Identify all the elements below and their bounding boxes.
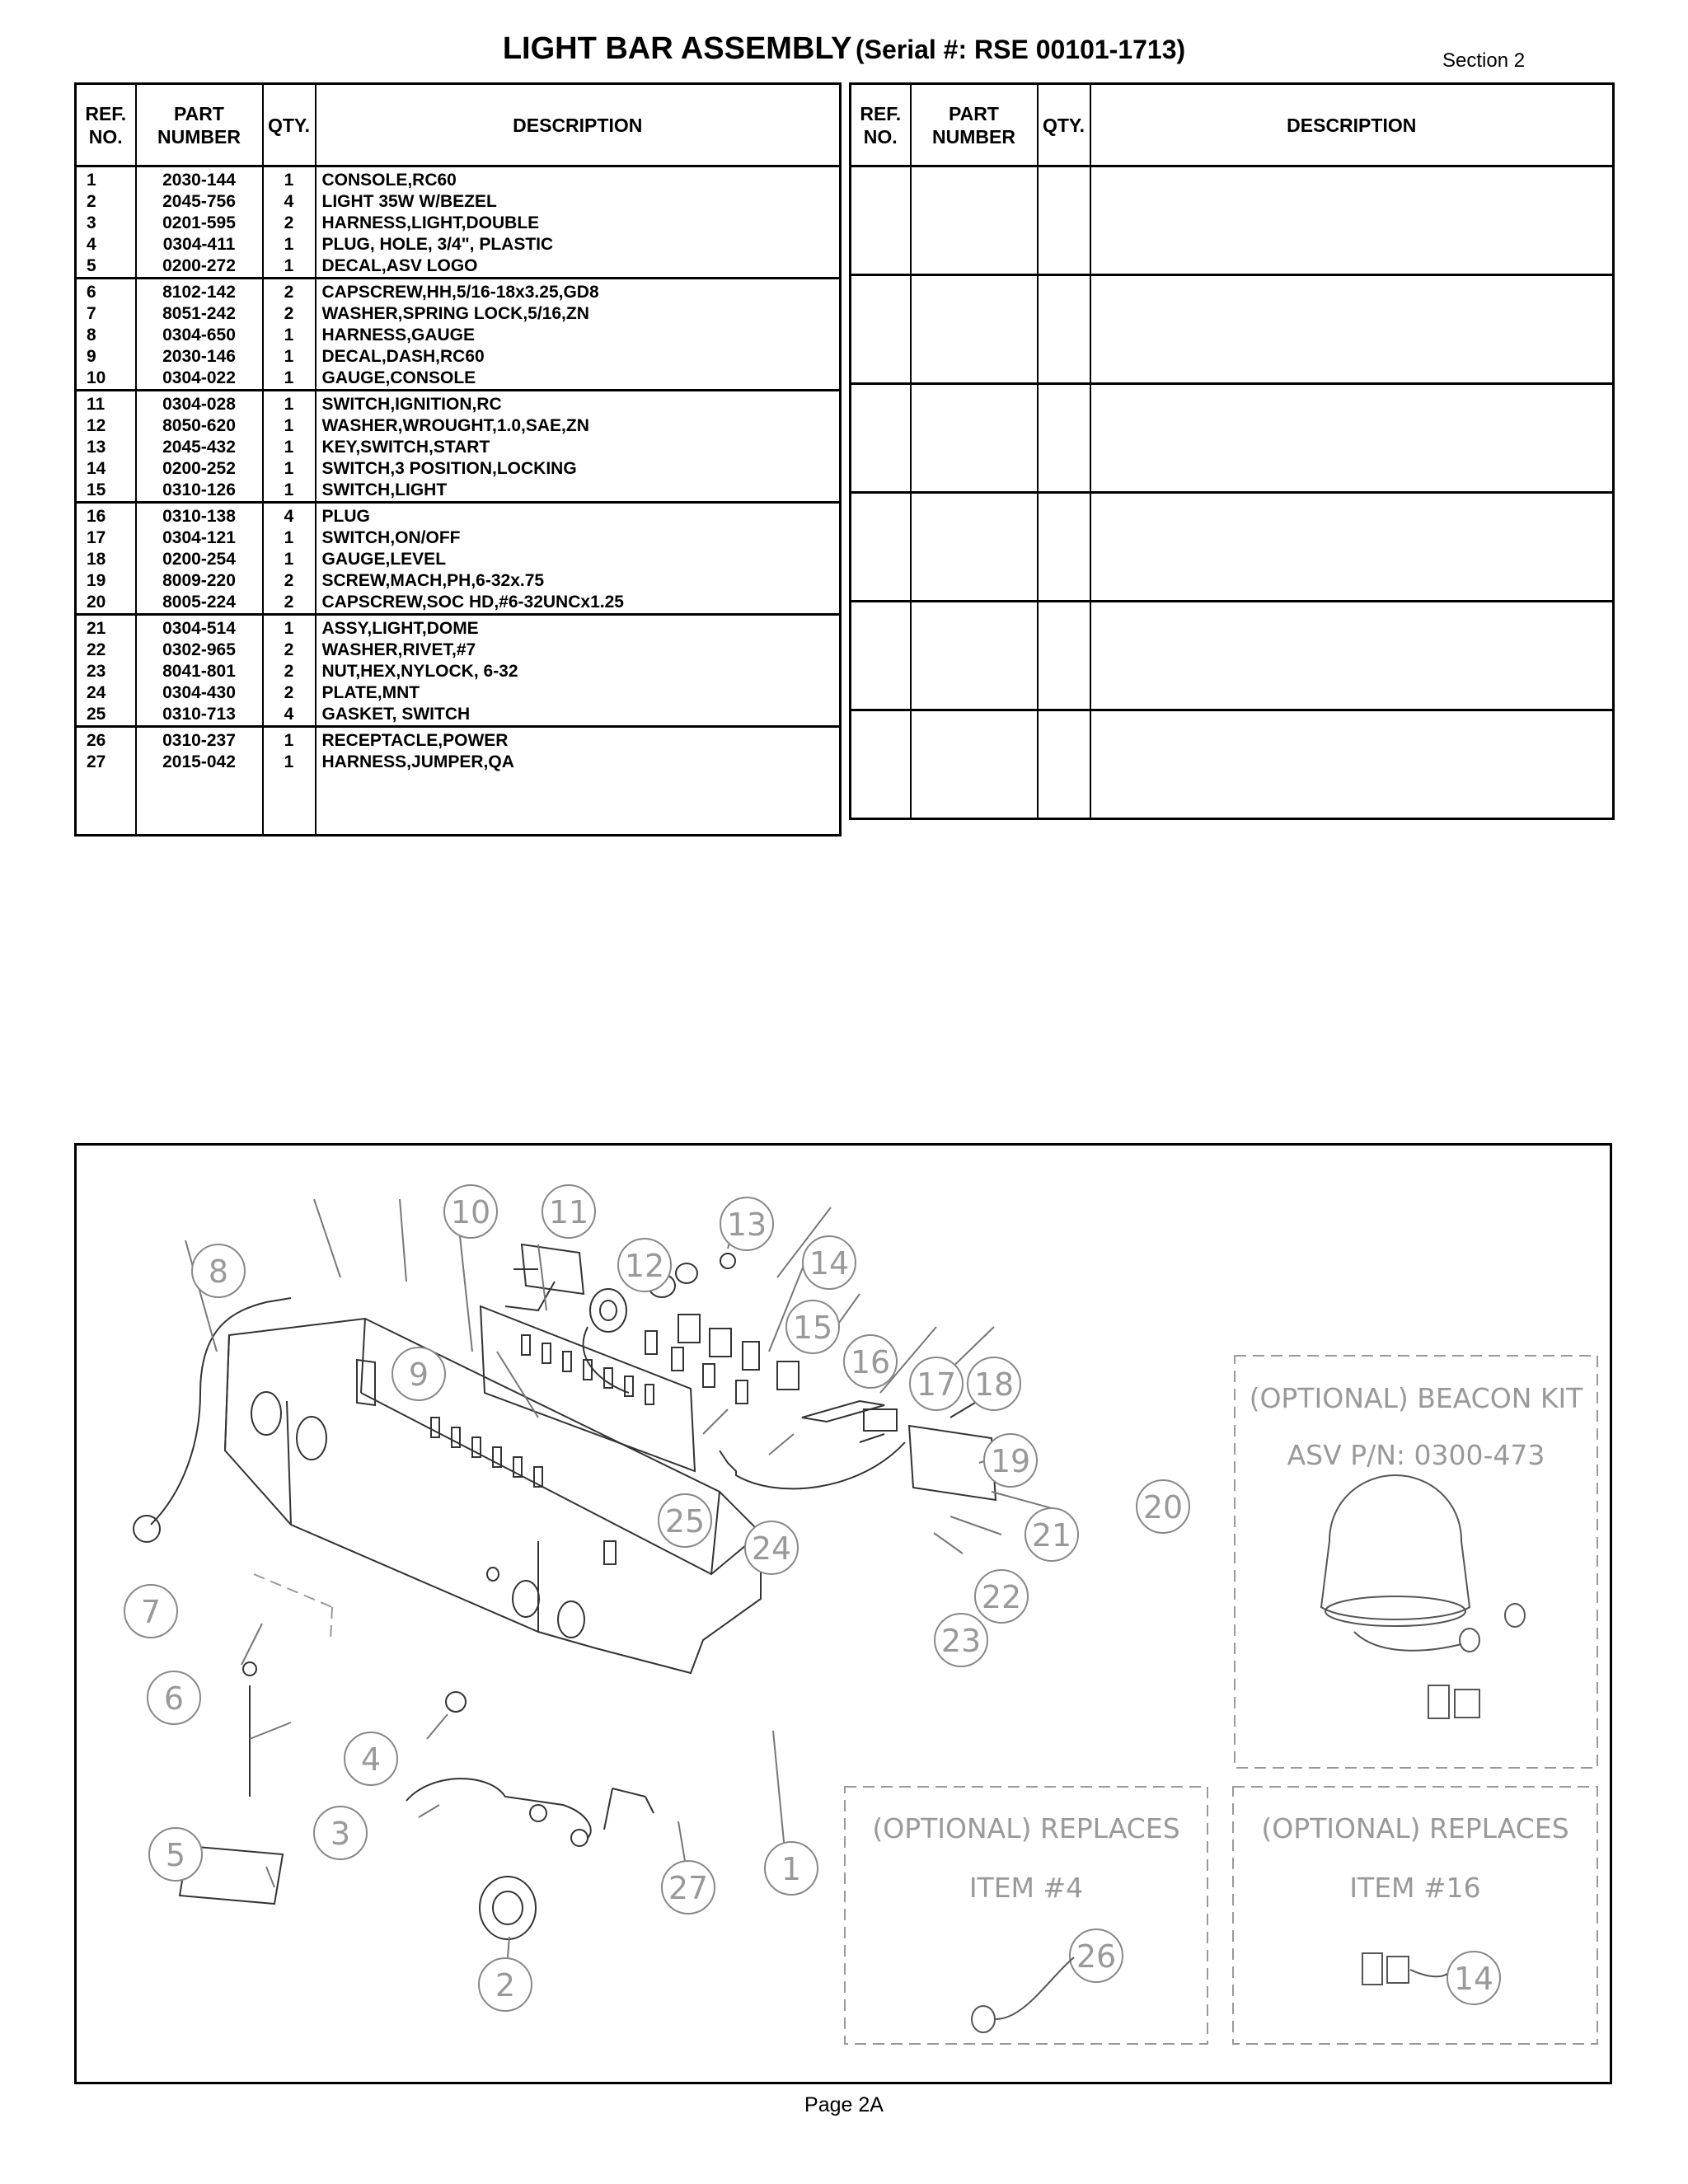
description-cell: [1090, 384, 1614, 493]
ref-cell: [76, 727, 136, 836]
callout-18: 18: [973, 1366, 1015, 1403]
section-label: Section 2: [1442, 49, 1526, 72]
callout-1: 1: [781, 1851, 802, 1887]
part-number-cell: [136, 279, 263, 391]
list-item: 10: [87, 368, 106, 387]
list-item: 27: [87, 752, 106, 771]
table-row-group: [851, 275, 1614, 384]
list-item: GAUGE,CONSOLE: [321, 368, 476, 387]
title-serial: (Serial #: RSE 00101-1713): [855, 35, 1186, 64]
list-item: 20: [87, 593, 106, 612]
header-desc: DESCRIPTION: [316, 84, 841, 166]
list-item: 1: [284, 347, 294, 366]
parts-table-right: [849, 82, 1615, 820]
callout-14: 14: [809, 1245, 850, 1282]
list-item: 2: [284, 571, 294, 590]
list-item: 0200-252: [162, 459, 236, 478]
list-item: 0201-595: [162, 213, 236, 232]
list-item: 2015-042: [162, 752, 236, 771]
list-item: PLUG: [321, 507, 370, 526]
beacon-kit-box: [1235, 1356, 1597, 1768]
part-number-cell: [911, 602, 1038, 710]
header-qty: QTY.: [1038, 84, 1090, 166]
callout-11: 11: [548, 1194, 589, 1230]
callout-24: 24: [751, 1530, 792, 1567]
list-item: 0310-126: [162, 480, 236, 499]
callout-19: 19: [990, 1443, 1031, 1479]
list-item: 1: [284, 235, 294, 254]
list-item: 1: [284, 480, 294, 499]
description-cell: [316, 727, 841, 836]
callout-21: 21: [1031, 1517, 1072, 1554]
ref-cell: [76, 166, 136, 279]
list-item: KEY,SWITCH,START: [321, 438, 490, 457]
description-cell: [316, 615, 841, 727]
description-cell: [1090, 710, 1614, 819]
qty-cell: [1038, 602, 1090, 710]
callout-22: 22: [981, 1579, 1022, 1615]
callout-16: 16: [850, 1344, 891, 1380]
list-item: 2: [284, 662, 294, 681]
list-item: HARNESS,LIGHT,DOUBLE: [321, 213, 540, 232]
ref-cell: [851, 275, 911, 384]
part-number-cell: [136, 727, 263, 836]
description-cell: [316, 166, 841, 279]
list-item: SWITCH,LIGHT: [321, 480, 448, 499]
list-item: DECAL,DASH,RC60: [321, 347, 485, 366]
callout-9: 9: [408, 1357, 429, 1393]
page-title: [0, 31, 1688, 67]
part-number-cell: [911, 493, 1038, 602]
list-item: 25: [87, 705, 106, 724]
part-number-cell: [911, 384, 1038, 493]
list-item: 8041-801: [162, 662, 236, 681]
callout-7: 7: [140, 1594, 162, 1630]
table-row-group: [851, 493, 1614, 602]
list-item: ASSY,LIGHT,DOME: [321, 619, 479, 638]
list-item: 8050-620: [162, 416, 236, 435]
table-row-group: [76, 503, 841, 615]
list-item: 8051-242: [162, 304, 236, 323]
part-number-cell: [911, 275, 1038, 384]
list-item: GASKET, SWITCH: [321, 705, 471, 724]
callout-14b: 14: [1453, 1961, 1494, 1997]
table-row-group: [851, 166, 1614, 275]
list-item: 2: [87, 192, 96, 211]
parts-table-body: [851, 166, 1614, 819]
list-item: PLUG, HOLE, 3/4", PLASTIC: [321, 235, 554, 254]
list-item: 0304-650: [162, 326, 236, 344]
list-item: 0302-965: [162, 640, 236, 659]
list-item: DECAL,ASV LOGO: [321, 256, 478, 275]
callout-12: 12: [624, 1248, 665, 1284]
list-item: 5: [87, 256, 96, 275]
list-item: 12: [87, 416, 106, 435]
table-row-group: [851, 710, 1614, 819]
description-cell: [1090, 493, 1614, 602]
header-ref: REF. NO.: [76, 84, 136, 166]
qty-cell: [1038, 493, 1090, 602]
gauge-harness: [151, 1298, 291, 1525]
list-item: CAPSCREW,HH,5/16-18x3.25,GD8: [321, 283, 599, 302]
list-item: HARNESS,JUMPER,QA: [321, 752, 514, 771]
list-item: 1: [284, 619, 294, 638]
replaces-16-line2: ITEM #16: [1349, 1872, 1481, 1904]
qty-cell: [263, 279, 316, 391]
list-item: 0304-121: [162, 528, 236, 547]
list-item: 1: [284, 550, 294, 569]
part-number-cell: [911, 710, 1038, 819]
callout-8: 8: [208, 1254, 229, 1290]
part-number-cell: [136, 391, 263, 503]
page-number: Page 2A: [804, 2093, 884, 2116]
callout-17: 17: [916, 1366, 957, 1403]
ref-cell: [76, 503, 136, 615]
list-item: 1: [284, 395, 294, 414]
qty-cell: [263, 166, 316, 279]
list-item: 24: [87, 683, 106, 702]
table-row-group: [851, 602, 1614, 710]
list-item: 1: [87, 171, 96, 190]
replaces-16-line1: (OPTIONAL) REPLACES: [1261, 1812, 1569, 1844]
list-item: CONSOLE,RC60: [321, 171, 457, 190]
title-main: LIGHT BAR ASSEMBLY: [502, 31, 852, 66]
list-item: 1: [284, 528, 294, 547]
list-item: WASHER,SPRING LOCK,5/16,ZN: [321, 304, 589, 323]
list-item: PLATE,MNT: [321, 683, 420, 702]
description-cell: [1090, 602, 1614, 710]
ref-cell: [851, 384, 911, 493]
list-item: 4: [284, 705, 294, 724]
header-part: PART NUMBER: [136, 84, 263, 166]
ref-cell: [76, 391, 136, 503]
list-item: 1: [284, 752, 294, 771]
table-row-group: [76, 391, 841, 503]
list-item: 2030-146: [162, 347, 236, 366]
list-item: WASHER,WROUGHT,1.0,SAE,ZN: [321, 416, 589, 435]
table-row-group: [76, 166, 841, 279]
list-item: 2030-144: [162, 171, 236, 190]
callout-2: 2: [495, 1967, 516, 2004]
list-item: WASHER,RIVET,#7: [321, 640, 476, 659]
list-item: 23: [87, 662, 106, 681]
part-number-cell: [911, 166, 1038, 275]
list-item: 14: [87, 459, 106, 478]
list-item: 0304-022: [162, 368, 236, 387]
list-item: 0310-713: [162, 705, 236, 724]
replaces-4-line1: (OPTIONAL) REPLACES: [872, 1812, 1180, 1844]
ref-cell: [851, 602, 911, 710]
list-item: 0304-411: [162, 235, 236, 254]
list-item: SWITCH,3 POSITION,LOCKING: [321, 459, 577, 478]
diagram-drawing: [77, 1146, 1610, 2082]
list-item: 8102-142: [162, 283, 236, 302]
qty-cell: [263, 391, 316, 503]
list-item: 0310-138: [162, 507, 236, 526]
part-number-cell: [136, 166, 263, 279]
qty-cell: [1038, 710, 1090, 819]
list-item: 7: [87, 304, 96, 323]
list-item: 4: [87, 235, 96, 254]
list-item: 1: [284, 256, 294, 275]
list-item: 1: [284, 368, 294, 387]
list-item: 4: [284, 192, 294, 211]
list-item: 3: [87, 213, 96, 232]
exploded-diagram: [74, 1143, 1612, 2084]
callout-15: 15: [792, 1310, 833, 1346]
qty-cell: [1038, 275, 1090, 384]
table-row-group: [76, 727, 841, 836]
callout-20: 20: [1142, 1489, 1184, 1526]
list-item: HARNESS,GAUGE: [321, 326, 476, 344]
list-item: 0200-254: [162, 550, 236, 569]
list-item: 2: [284, 283, 294, 302]
qty-cell: [263, 727, 316, 836]
list-item: 1: [284, 416, 294, 435]
callout-27: 27: [668, 1870, 709, 1906]
header-part: PART NUMBER: [911, 84, 1038, 166]
list-item: 1: [284, 326, 294, 344]
list-item: LIGHT 35W W/BEZEL: [321, 192, 497, 211]
table-row-group: [76, 279, 841, 391]
list-item: 8: [87, 326, 96, 344]
callout-25: 25: [664, 1503, 706, 1540]
header-ref: REF. NO.: [851, 84, 911, 166]
list-item: SWITCH,ON/OFF: [321, 528, 461, 547]
beacon-kit-line1: (OPTIONAL) BEACON KIT: [1249, 1382, 1583, 1414]
list-item: 19: [87, 571, 106, 590]
list-item: 0200-272: [162, 256, 236, 275]
dash-decal: [481, 1306, 695, 1471]
description-cell: [316, 279, 841, 391]
ref-cell: [851, 166, 911, 275]
list-item: 2: [284, 213, 294, 232]
dome-light: [909, 1426, 996, 1500]
list-item: 0310-237: [162, 731, 236, 750]
qty-cell: [1038, 384, 1090, 493]
list-item: GAUGE,LEVEL: [321, 550, 447, 569]
list-item: 2045-756: [162, 192, 236, 211]
callout-6: 6: [163, 1680, 185, 1717]
list-item: SWITCH,IGNITION,RC: [321, 395, 502, 414]
list-item: 8005-224: [162, 593, 236, 612]
list-item: 16: [87, 507, 106, 526]
list-item: 2: [284, 304, 294, 323]
header-desc: DESCRIPTION: [1090, 84, 1614, 166]
list-item: 17: [87, 528, 106, 547]
part-number-cell: [136, 503, 263, 615]
part-number-cell: [136, 615, 263, 727]
callout-10: 10: [450, 1194, 491, 1230]
list-item: 0304-028: [162, 395, 236, 414]
list-item: 13: [87, 438, 106, 457]
list-item: SCREW,MACH,PH,6-32x.75: [321, 571, 545, 590]
table-row-group: [76, 615, 841, 727]
table-header-row: [76, 84, 841, 166]
list-item: 6: [87, 283, 96, 302]
list-item: 2: [284, 683, 294, 702]
list-item: 4: [284, 507, 294, 526]
beacon-kit-line2: ASV P/N: 0300-473: [1287, 1439, 1545, 1471]
ref-cell: [851, 710, 911, 819]
table-header-row: [851, 84, 1614, 166]
callout-13: 13: [726, 1207, 767, 1243]
list-item: 8009-220: [162, 571, 236, 590]
list-item: 15: [87, 480, 106, 499]
callout-26: 26: [1076, 1938, 1117, 1975]
ref-cell: [851, 493, 911, 602]
list-item: 21: [87, 619, 106, 638]
replaces-4-line2: ITEM #4: [968, 1872, 1084, 1904]
callout-5: 5: [165, 1837, 186, 1873]
list-item: 1: [284, 459, 294, 478]
callout-3: 3: [330, 1816, 351, 1852]
description-cell: [316, 503, 841, 615]
description-cell: [1090, 275, 1614, 384]
list-item: 1: [284, 438, 294, 457]
list-item: 22: [87, 640, 106, 659]
callout-4: 4: [360, 1741, 382, 1778]
parts-table-left: [74, 82, 842, 837]
list-item: 18: [87, 550, 106, 569]
list-item: CAPSCREW,SOC HD,#6-32UNCx1.25: [321, 593, 624, 612]
ref-cell: [76, 615, 136, 727]
description-cell: [316, 391, 841, 503]
list-item: 1: [284, 171, 294, 190]
parts-table-body: [76, 166, 841, 836]
list-item: 2: [284, 640, 294, 659]
list-item: 11: [87, 395, 106, 414]
list-item: 0304-514: [162, 619, 236, 638]
header-qty: QTY.: [263, 84, 316, 166]
callout-23: 23: [940, 1623, 982, 1659]
list-item: 0304-430: [162, 683, 236, 702]
qty-cell: [1038, 166, 1090, 275]
qty-cell: [263, 503, 316, 615]
list-item: RECEPTACLE,POWER: [321, 731, 509, 750]
qty-cell: [263, 615, 316, 727]
list-item: 2045-432: [162, 438, 236, 457]
list-item: NUT,HEX,NYLOCK, 6-32: [321, 662, 518, 681]
ref-cell: [76, 279, 136, 391]
list-item: 26: [87, 731, 106, 750]
description-cell: [1090, 166, 1614, 275]
list-item: 2: [284, 593, 294, 612]
list-item: 9: [87, 347, 96, 366]
list-item: 1: [284, 731, 294, 750]
table-row-group: [851, 384, 1614, 493]
